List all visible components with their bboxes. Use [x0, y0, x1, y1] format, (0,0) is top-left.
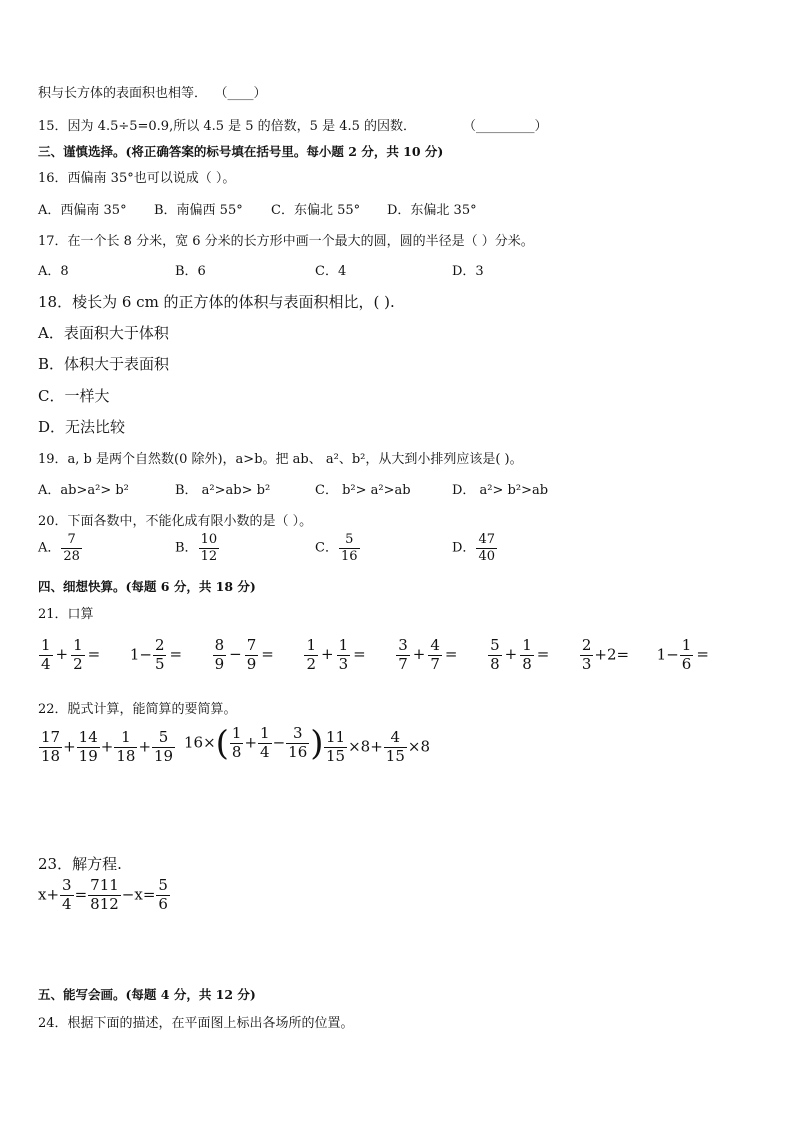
q22-expression-3: $\frac{11}{15}$ ×8+ $\frac{4}{15}$ ×8 [326, 728, 430, 765]
section-3-title: 三、谨慎选择。(将正确答案的标号填在括号里。每小题 2 分，共 10 分) [38, 144, 444, 159]
q22-expression-2: 16×( $\frac{1}{8}$ + $\frac{1}{4}$ − $\frac{3}{16}$ ) [184, 723, 324, 764]
q16-option-d: D．东偏北 35° [387, 203, 477, 218]
q19-option-b: B． a²>ab> b² [175, 483, 271, 498]
fraction: $\frac{10}{12}$ [200, 532, 218, 564]
q16-option-b: B．南偏西 55° [154, 203, 243, 218]
section-5-title: 五、能写会画。(每题 4 分，共 12 分) [38, 987, 256, 1002]
q22-expression-1: $\frac{17}{18}$ + $\frac{14}{19}$ + $\frac{1}{18}$ + $\frac{5}{19}$ [41, 728, 174, 765]
q19-option-d: D． a²> b²>ab [452, 483, 549, 498]
fraction: $\frac{5}{16}$ [340, 532, 358, 564]
q16-option-a: A．西偏南 35° [38, 203, 127, 218]
q16-option-c: C．东偏北 55° [271, 203, 361, 218]
section-4-title: 四、细想快算。(每题 6 分，共 18 分) [38, 579, 256, 594]
q20-option-a: A． $\frac{7}{28}$ [38, 532, 80, 564]
q17-option-c: C．4 [315, 264, 347, 279]
fraction: $\frac{7}{28}$ [63, 532, 80, 564]
q24-stem: 24．根据下面的描述，在平面图上标出各场所的位置。 [38, 1016, 354, 1031]
q20-option-d: D． $\frac{47}{40}$ [452, 532, 495, 564]
q18-option-a: A．表面积大于体积 [38, 324, 169, 342]
q18-option-d: D．无法比较 [38, 418, 126, 436]
q20-option-c: C． $\frac{5}{16}$ [315, 532, 358, 564]
q19-option-a: A．ab>a²> b² [38, 483, 129, 498]
q14-tail: 积与长方体的表面积也相等． （____） [38, 86, 267, 101]
q21-oral-calc-row: $\frac{1}{4}$ + $\frac{1}{2}$ = 1− $\frac{2}{5}$ = $\frac{8}{9}$ − $\frac{7}{9}$ = $\frac{1}{2}$ + $\frac{1}{3}$ = $\frac{3}{7}$ + $\frac{4}{7}$ = $\frac{5}{8}$ + $\frac{1}{8}$ = $\frac{2}{3}$ +2= 1− $\frac{1}{6}$ = [41, 636, 709, 673]
q23-stem: 23．解方程. [38, 855, 122, 873]
q20-stem: 20．下面各数中，不能化成有限小数的是（ ）。 [38, 514, 313, 529]
q17-option-b: B．6 [175, 264, 206, 279]
q17-option-d: D．3 [452, 264, 484, 279]
q19-option-c: C． b²> a²>ab [315, 483, 411, 498]
q17-stem: 17．在一个长 8 分米，宽 6 分米的长方形中画一个最大的圆，圆的半径是（ ）分米。 [38, 234, 534, 249]
q17-option-a: A．8 [38, 264, 69, 279]
fraction: $\frac{47}{40}$ [478, 532, 495, 564]
q18-stem: 18．棱长为 6 cm 的正方体的体积与表面积相比，( ). [38, 293, 395, 311]
q22-stem: 22．脱式计算，能简算的要简算。 [38, 702, 237, 717]
q23-equation: x+ $\frac{3}{4}$ = $\frac{711}{812}$ −x= $\frac{5}{6}$ [38, 876, 168, 913]
q19-stem: 19．a, b 是两个自然数(0 除外)，a>b。把 ab、 a²、b²，从大到小排列应该是( )。 [38, 452, 523, 467]
q18-option-b: B．体积大于表面积 [38, 355, 170, 373]
q16-stem: 16．西偏南 35°也可以说成（ ）。 [38, 171, 236, 186]
q21-stem: 21．口算 [38, 607, 94, 622]
q15: 15．因为 4.5÷5=0.9,所以 4.5 是 5 的倍数，5 是 4.5 的因数． （_________） [38, 119, 548, 134]
q18-option-c: C．一样大 [38, 387, 110, 405]
q20-option-b: B． $\frac{10}{12}$ [175, 532, 218, 564]
